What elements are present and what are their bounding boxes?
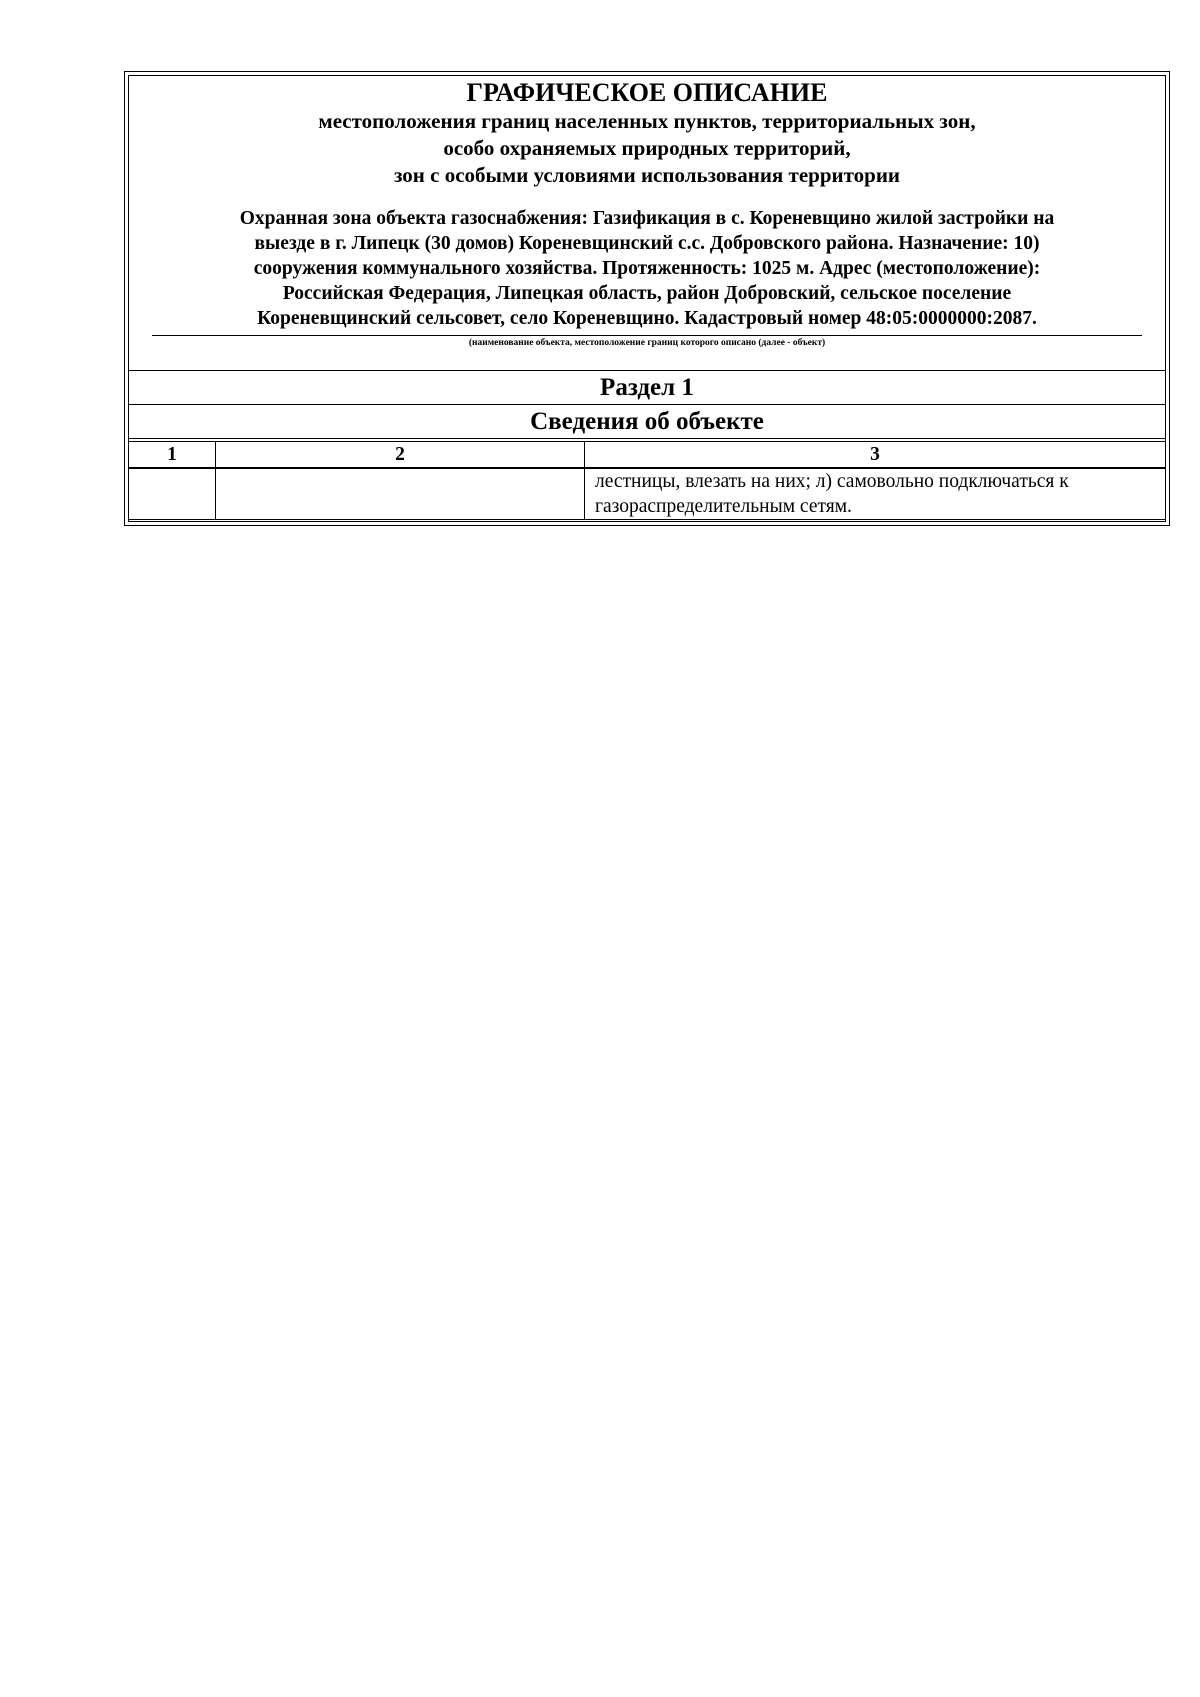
object-description-line-3: сооружения коммунального хозяйства. Протяженность: 1025 м. Адрес (местоположение): [253, 258, 1041, 279]
table-header-row [129, 442, 1166, 469]
section-number: Раздел 1 [128, 371, 1166, 405]
document-subtitle-line-3: зон с особыми условиями использования территории [393, 163, 901, 187]
object-description-line-1: Охранная зона объекта газоснабжения: Газификация в с. Кореневщино жилой застройки на [239, 208, 1055, 229]
document-subtitle-line-1: местоположения границ населенных пунктов, территориальных зон, [318, 109, 976, 133]
table-cell-name [216, 468, 585, 520]
section-title: Сведения об объекте [128, 405, 1166, 439]
table-header-cell-3: 3 [585, 442, 1166, 469]
table-header-cell-1: 1 [129, 442, 216, 469]
object-info-table [128, 441, 1166, 520]
document-title: ГРАФИЧЕСКОЕ ОПИСАНИЕ [466, 78, 828, 107]
object-description-underline [152, 335, 1142, 336]
table-cell-description: лестницы, влезать на них; л) самовольно подключаться к газораспределительным сетям. [585, 468, 1166, 520]
document-header [128, 75, 1166, 371]
table-header-cell-2: 2 [216, 442, 585, 469]
document-subtitle-line-2: особо охраняемых природных территорий, [443, 136, 851, 160]
table-cell-number [129, 468, 216, 520]
object-description-line-2: выезде в г. Липецк (30 домов) Кореневщинский с.с. Добровского района. Назначение: 10) [254, 233, 1040, 254]
object-description-caption: (наименование объекта, местоположение границ которого описано (далее - объект) [468, 338, 826, 348]
table-row [129, 468, 1166, 520]
object-description [152, 206, 1142, 331]
object-description-line-4: Российская Федерация, Липецкая область, район Добровский, сельское поселение [282, 283, 1012, 304]
object-description-line-5: Кореневщинский сельсовет, село Кореневщино. Кадастровый номер 48:05:0000000:2087. [257, 308, 1037, 329]
